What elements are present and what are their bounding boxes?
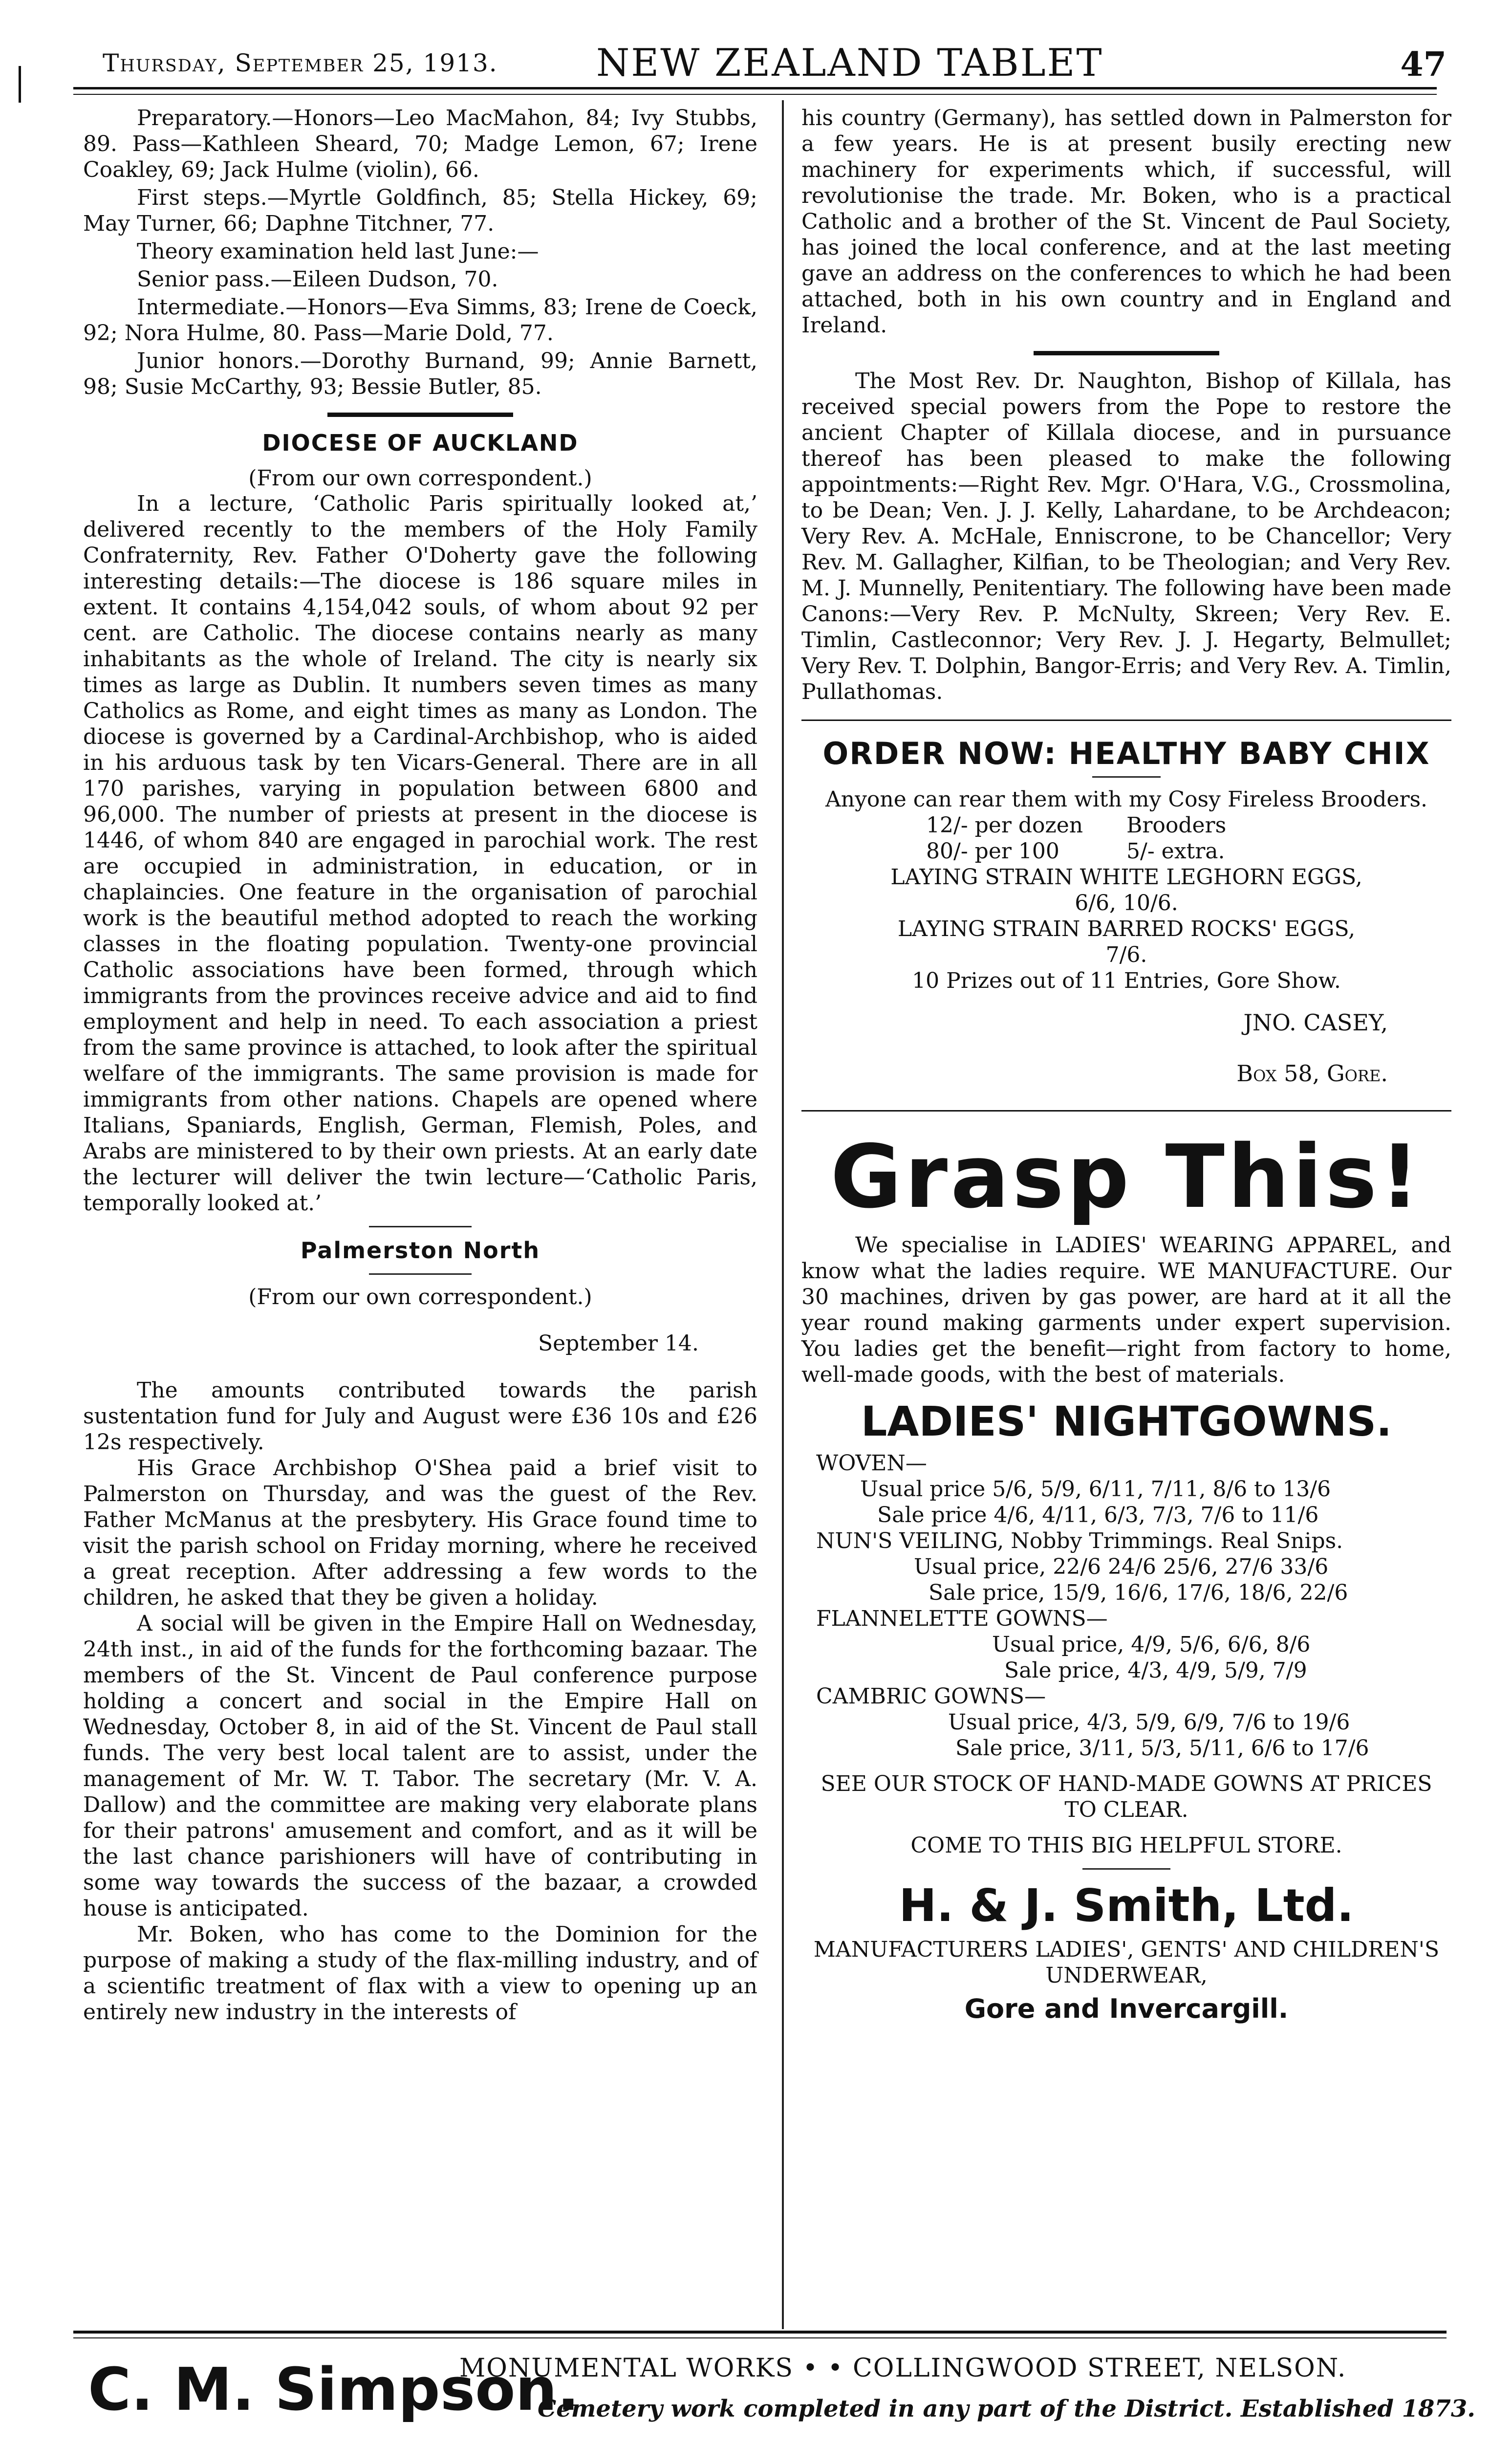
nuns-sale: Sale price, 15/9, 16/6, 17/6, 18/6, 22/6 <box>929 1580 1348 1605</box>
ad-border <box>801 1110 1451 1112</box>
smith-advertisement <box>801 1126 1451 2024</box>
chix-extra: 5/- extra. <box>1126 839 1225 864</box>
chix-signature: JNO. CASEY, <box>1243 1009 1388 1036</box>
page-number: 47 <box>1400 45 1447 84</box>
exam-results-1: Preparatory.—Honors—Leo MacMahon, 84; Ivy Stubbs, 89. Pass—Kathleen Sheard, 70; Madge Lemon, 67; Irene Coakley, 69; Jack Hulme (violin), 66. <box>83 106 757 182</box>
chix-brooders: Brooders <box>1126 813 1227 838</box>
simpson-tagline: Cemetery work completed in any part of the District. Established 1873. <box>538 2395 1475 2422</box>
woven-sale: Sale price 4/6, 4/11, 6/3, 7/3, 7/6 to 11/6 <box>877 1503 1319 1528</box>
auckland-heading: DIOCESE OF AUCKLAND <box>262 430 579 456</box>
exam-results-2: First steps.—Myrtle Goldfinch, 85; Stella Hickey, 69; May Turner, 66; Daphne Titchner, 77. <box>83 185 757 236</box>
chix-line-4: LAYING STRAIN BARRED ROCKS' EGGS, <box>897 916 1356 941</box>
chix-price-dozen: 12/- per dozen <box>926 813 1083 838</box>
cambric-label: CAMBRIC GOWNS— <box>816 1684 1046 1709</box>
nightgowns-title: LADIES' NIGHTGOWNS. <box>861 1397 1392 1445</box>
section-separator <box>369 1226 472 1227</box>
flannel-sale: Sale price, 4/3, 4/9, 5/9, 7/9 <box>1004 1658 1307 1683</box>
chix-line-5: 7/6. <box>1105 942 1147 967</box>
left-column <box>83 105 757 2025</box>
woven-label: WOVEN— <box>816 1451 927 1476</box>
flannel-usual: Usual price, 4/9, 5/6, 6/6, 8/6 <box>992 1632 1311 1657</box>
chix-prices <box>926 812 1327 864</box>
chix-line-6: 10 Prizes out of 11 Entries, Gore Show. <box>912 968 1341 993</box>
simpson-address: MONUMENTAL WORKS • • COLLINGWOOD STREET, NELSON. <box>459 2354 1347 2383</box>
nuns-usual: Usual price, 22/6 24/6 25/6, 27/6 33/6 <box>914 1554 1329 1579</box>
grasp-headline: Grasp This! <box>830 1126 1423 1227</box>
killala-article: The Most Rev. Dr. Naughton, Bishop of Killala, has received special powers from the Pope to restore the ancient Chapter of Killala diocese, and in pursuance thereof has been pleased to make the following appointments:—Right Rev. Mgr. O'Hara, V.G., Crossmolina, to be Dean; Ven. J. J. Kelly, Lahardane, to be Archdeacon; Very Rev. A. McHale, Enniscrone, to be Chancellor; Very Rev. M. Gallagher, Kilfian, to be Theologian; and Very Rev. M. J. Munnelly, Penitentiary. The following have been made Canons:—Very Rev. P. McNulty, Skreen; Very Rev. E. Timlin, Castleconnor; Very Rev. J. J. Hegarty, Belmullet; Very Rev. T. Dolphin, Bangor-Erris; and Very Rev. A. Timlin, Pullathomas. <box>801 369 1451 704</box>
header-rule <box>73 87 1437 89</box>
footer-rule <box>73 2331 1447 2334</box>
chix-heading: ORDER NOW: HEALTHY BABY CHIX <box>822 736 1430 771</box>
chix-line-1: Anyone can rear them with my Cosy Fireless Brooders. <box>825 787 1428 812</box>
section-separator <box>1034 351 1219 355</box>
smith-places: Gore and Invercargill. <box>964 1993 1289 2024</box>
smith-intro: We specialise in LADIES' WEARING APPAREL, and know what the ladies require. WE MANUFACTURE. Our 30 machines, driven by gas power, are hard at it all the year round making garments under expert supervision. You ladies get the benefit—right from factory to home, well-made goods, with the best of materials. <box>801 1233 1451 1387</box>
header-rule-thin <box>73 94 1437 95</box>
cambric-usual: Usual price, 4/3, 5/9, 6/9, 7/6 to 19/6 <box>948 1710 1350 1735</box>
margin-mark <box>19 66 21 103</box>
exam-results-4: Senior pass.—Eileen Dudson, 70. <box>137 267 498 292</box>
exam-results-3: Theory examination held last June:— <box>137 239 539 264</box>
exam-results-5: Intermediate.—Honors—Eva Simms, 83; Irene de Coeck, 92; Nora Hulme, 80. Pass—Marie Dold, 77. <box>83 295 757 346</box>
palmerston-heading: Palmerston North <box>300 1237 540 1264</box>
section-separator <box>369 1273 472 1275</box>
palmerston-para-1: The amounts contributed towards the parish sustentation fund for July and August were £36 10s and £26 12s respectively. <box>83 1378 757 1455</box>
cambric-sale: Sale price, 3/11, 5/3, 5/11, 6/6 to 17/6 <box>955 1736 1369 1761</box>
smith-firm: H. & J. Smith, Ltd. <box>899 1879 1354 1932</box>
palmerston-para-4: Mr. Boken, who has come to the Dominion for the purpose of making a study of the flax-milling industry, and of a scientific treatment of flax with a view to opening up an entirely new industry in the interests of <box>83 1922 757 2025</box>
auckland-article: In a lecture, ‘Catholic Paris spiritually looked at,’ delivered recently to the members of the Holy Family Confraternity, Rev. Father O'Doherty gave the following interesting details:—The diocese is 186 square miles in extent. It contains 4,154,042 souls, of whom about 92 per cent. are Catholic. The diocese contains nearly as many inhabitants as the whole of Ireland. The city is nearly six times as large as Dublin. It numbers seven times as many Catholics as Rome, and eight times as many as London. The diocese is governed by a Cardinal-Archbishop, who is aided in his arduous task by ten Vicars-General. There are in all 170 parishes, varying in population between 6800 and 96,000. The number of priests at present in the diocese is 1446, of whom 840 are engaged in parochial work. The rest are occupied in administration, in education, or in chaplaincies. One feature in the organisation of parochial work is the beautiful method adopted to reach the working classes in the floating population. Twenty-one provincial Catholic associations have been formed, through which immigrants from the provinces receive advice and aid to find employment and help in need. To each association a priest from the same province is attached, to look after the spiritual welfare of the immigrants. The same provision is made for immigrants from other nations. Chapels are opened where Italians, Spaniards, English, German, Flemish, Poles, and Arabs are ministered to by their own priests. At an early date the lecturer will deliver the twin lecture—‘Catholic Paris, temporally looked at.’ <box>83 491 757 1216</box>
stock-note: SEE OUR STOCK OF HAND-MADE GOWNS AT PRICES TO CLEAR. <box>821 1771 1432 1822</box>
header-date: Thursday, September 25, 1913. <box>103 49 498 77</box>
chix-advertisement <box>801 736 1451 1088</box>
nuns-label: NUN'S VEILING, Nobby Trimmings. Real Snips. <box>816 1528 1343 1553</box>
smith-makers: MANUFACTURERS LADIES', GENTS' AND CHILDREN'S UNDERWEAR, <box>813 1937 1440 1988</box>
woven-usual: Usual price 5/6, 5/9, 6/11, 7/11, 8/6 to 13/6 <box>860 1477 1331 1502</box>
ad-separator <box>1092 776 1161 778</box>
boken-continuation: his country (Germany), has settled down in Palmerston for a few years. He is at present busily erecting new machinery for experiments which, if successful, will revolutionise the trade. Mr. Boken, who is a practical Catholic and a brother of the St. Vincent de Paul Society, has joined the local conference, and at the last meeting gave an address on the conferences to which he had been attached, both in his own country and in England and Ireland. <box>801 106 1451 338</box>
simpson-name: C. M. Simpson. <box>88 2356 580 2424</box>
column-divider <box>782 100 784 2329</box>
chix-price-hundred: 80/- per 100 <box>926 839 1059 864</box>
ad-border <box>801 720 1451 721</box>
flannel-label: FLANNELETTE GOWNS— <box>816 1606 1108 1631</box>
exam-results-6: Junior honors.—Dorothy Burnand, 99; Annie Barnett, 98; Susie McCarthy, 93; Bessie Butler, 85. <box>83 349 757 399</box>
page-header <box>64 41 1447 91</box>
palmerston-para-3: A social will be given in the Empire Hall on Wednesday, 24th inst., in aid of the funds for the forthcoming bazaar. The members of the St. Vincent de Paul conference purpose holding a concert and social in the Empire Hall on Wednesday, October 8, in aid of the St. Vincent de Paul stall funds. The very best local talent are to assist, under the management of Mr. W. T. Tabor. The secretary (Mr. V. A. Dallow) and the committee are making very elaborate plans for their patrons' amusement and comfort, and as it will be the last chance parishioners will have of contributing in some way towards the success of the bazaar, a crowded house is anticipated. <box>83 1611 757 1921</box>
header-title: NEW ZEALAND TABLET <box>596 41 1103 85</box>
section-separator <box>327 413 513 417</box>
right-column <box>801 105 1451 2029</box>
palmerston-para-2: His Grace Archbishop O'Shea paid a brief visit to Palmerston on Thursday, and was the guest of the Rev. Father McManus at the presbytery. His Grace found time to visit the parish school on Friday morning, where he received a great reception. After addressing a few words to the children, he asked that they be given a holiday. <box>83 1456 757 1610</box>
palmerston-byline: (From our own correspondent.) <box>248 1285 592 1309</box>
ad-separator <box>1082 1868 1170 1870</box>
auckland-byline: (From our own correspondent.) <box>248 466 592 491</box>
chix-line-3: 6/6, 10/6. <box>1075 891 1178 916</box>
chix-address: Box 58, Gore. <box>1236 1060 1388 1087</box>
come-note: COME TO THIS BIG HELPFUL STORE. <box>910 1833 1342 1858</box>
chix-line-2: LAYING STRAIN WHITE LEGHORN EGGS, <box>890 865 1362 890</box>
palmerston-date: September 14. <box>538 1331 699 1356</box>
footer-rule-thin <box>73 2337 1447 2338</box>
